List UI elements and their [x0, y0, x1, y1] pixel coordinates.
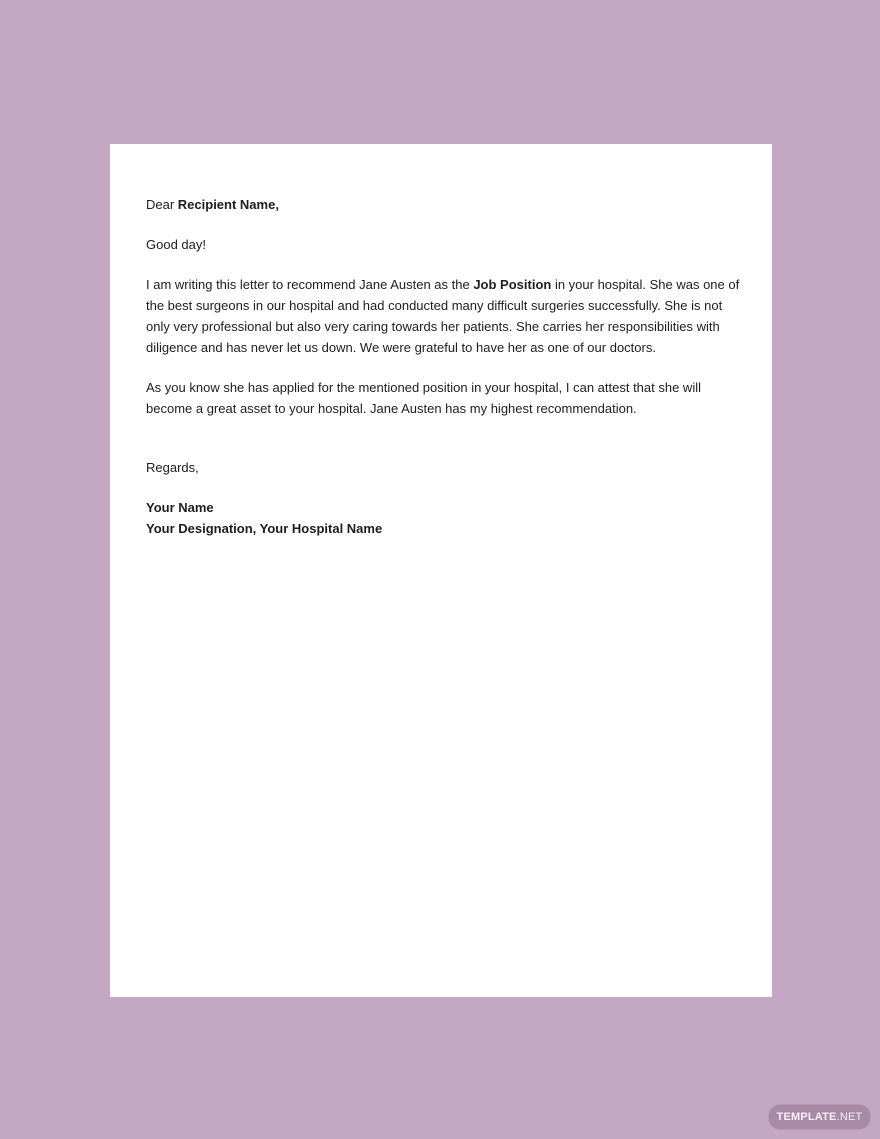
- salutation: [146, 194, 746, 215]
- signature-name: Your Name: [146, 500, 214, 515]
- greeting: Good day!: [146, 237, 206, 252]
- paragraph-recommendation: [146, 274, 746, 358]
- paragraph1-text-start: I am writing this letter to recommend Jane Austen as the: [146, 277, 474, 292]
- paragraph1-text-end: in your hospital. She was one of the best surgeons in our hospital and had conducted many difficult surgeries successfully. She is not only very professional but also very caring towards her patients. She carries her responsibilities with diligence and has never let us down. We were grateful to have her as one of our doctors.: [146, 277, 740, 355]
- watermark-brand: TEMPLATE: [776, 1111, 837, 1123]
- paragraph-attestation: As you know she has applied for the mentioned position in your hospital, I can attest that she will become a great asset to your hospital. Jane Austen has my highest recommendation.: [146, 380, 701, 416]
- letter-page: [110, 144, 772, 997]
- recipient-name: Recipient Name,: [177, 197, 279, 212]
- signature-designation: Your Designation, Your Hospital Name: [146, 521, 383, 536]
- closing: Regards,: [146, 460, 199, 475]
- job-position-placeholder: Job Position: [473, 277, 552, 292]
- watermark-suffix: .NET: [836, 1111, 863, 1123]
- salutation-prefix: Dear: [146, 197, 178, 212]
- template-net-watermark[interactable]: [768, 1104, 871, 1130]
- letter-body: [146, 194, 746, 539]
